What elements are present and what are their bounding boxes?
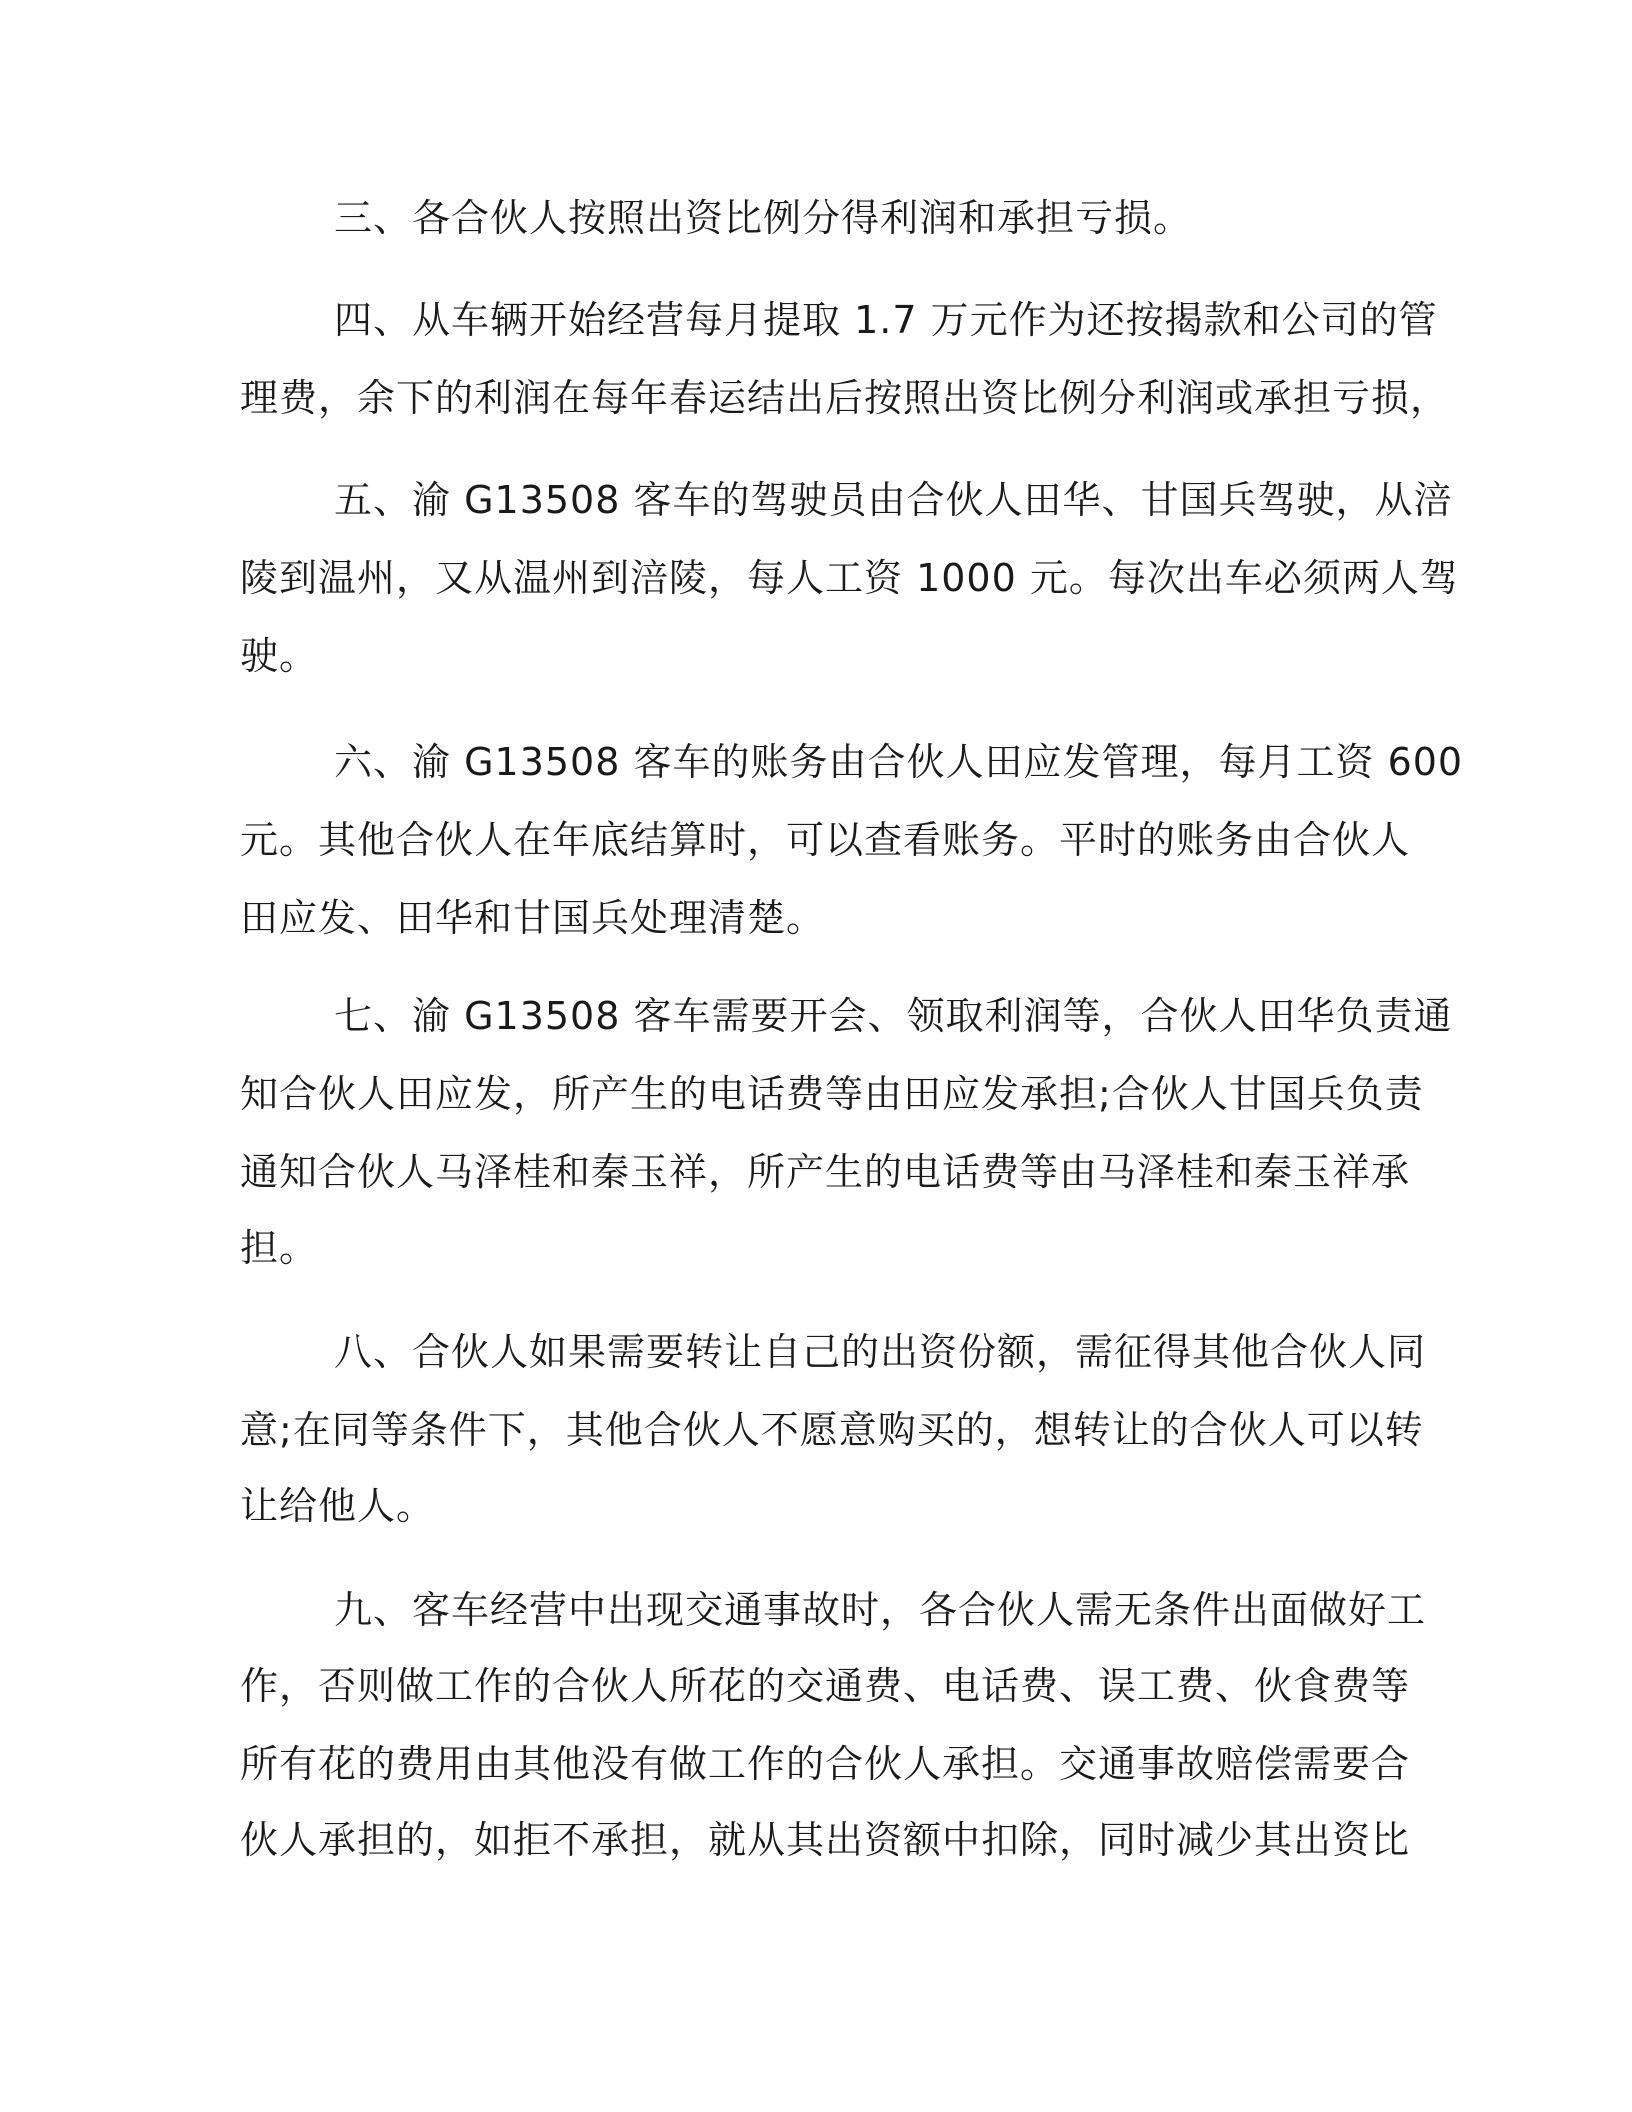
clause-9-line-3: 所有花的费用由其他没有做工作的合伙人承担。交通事故赔偿需要合 [240,1742,1411,1786]
clause-9-line-4: 伙人承担的，如拒不承担，就从其出资额中扣除，同时减少其出资比 [240,1818,1411,1862]
clause-7-line-2: 知合伙人田应发，所产生的电话费等由田应发承担;合伙人甘国兵负责 [240,1072,1424,1116]
clause-5-line-2: 陵到温州，又从温州到涪陵，每人工资 1000 元。每次出车必须两人驾 [240,556,1459,600]
clause-8-line-1: 八、合伙人如果需要转让自己的出资份额，需征得其他合伙人同 [334,1330,1427,1374]
clause-7-line-3: 通知合伙人马泽桂和秦玉祥，所产生的电话费等由马泽桂和秦玉祥承 [240,1150,1411,1194]
clause-7-line-4: 担。 [240,1226,319,1270]
clause-4-line-2: 理费，余下的利润在每年春运结出后按照出资比例分利润或承担亏损， [240,376,1450,420]
clause-8-line-3: 让给他人。 [240,1484,436,1528]
clause-7-line-1: 七、渝 G13508 客车需要开会、领取利润等，合伙人田华负责通 [334,994,1453,1038]
clause-6-line-1: 六、渝 G13508 客车的账务由合伙人田应发管理，每月工资 600 [334,740,1464,784]
clause-6-line-2: 元。其他合伙人在年底结算时，可以查看账务。平时的账务由合伙人 [240,818,1411,862]
clause-9-line-1: 九、客车经营中出现交通事故时，各合伙人需无条件出面做好工 [334,1588,1427,1632]
clause-8-line-2: 意;在同等条件下，其他合伙人不愿意购买的，想转让的合伙人可以转 [240,1408,1424,1452]
clause-5-line-3: 驶。 [240,634,319,678]
clause-4-line-1: 四、从车辆开始经营每月提取 1.7 万元作为还按揭款和公司的管 [334,298,1438,342]
clause-6-line-3: 田应发、田华和甘国兵处理清楚。 [240,896,826,940]
clause-3-line-1: 三、各合伙人按照出资比例分得利润和承担亏损。 [334,196,1193,240]
clause-9-line-2: 作，否则做工作的合伙人所花的交通费、电话费、误工费、伙食费等 [240,1664,1411,1708]
clause-5-line-1: 五、渝 G13508 客车的驾驶员由合伙人田华、甘国兵驾驶，从涪 [334,478,1453,522]
